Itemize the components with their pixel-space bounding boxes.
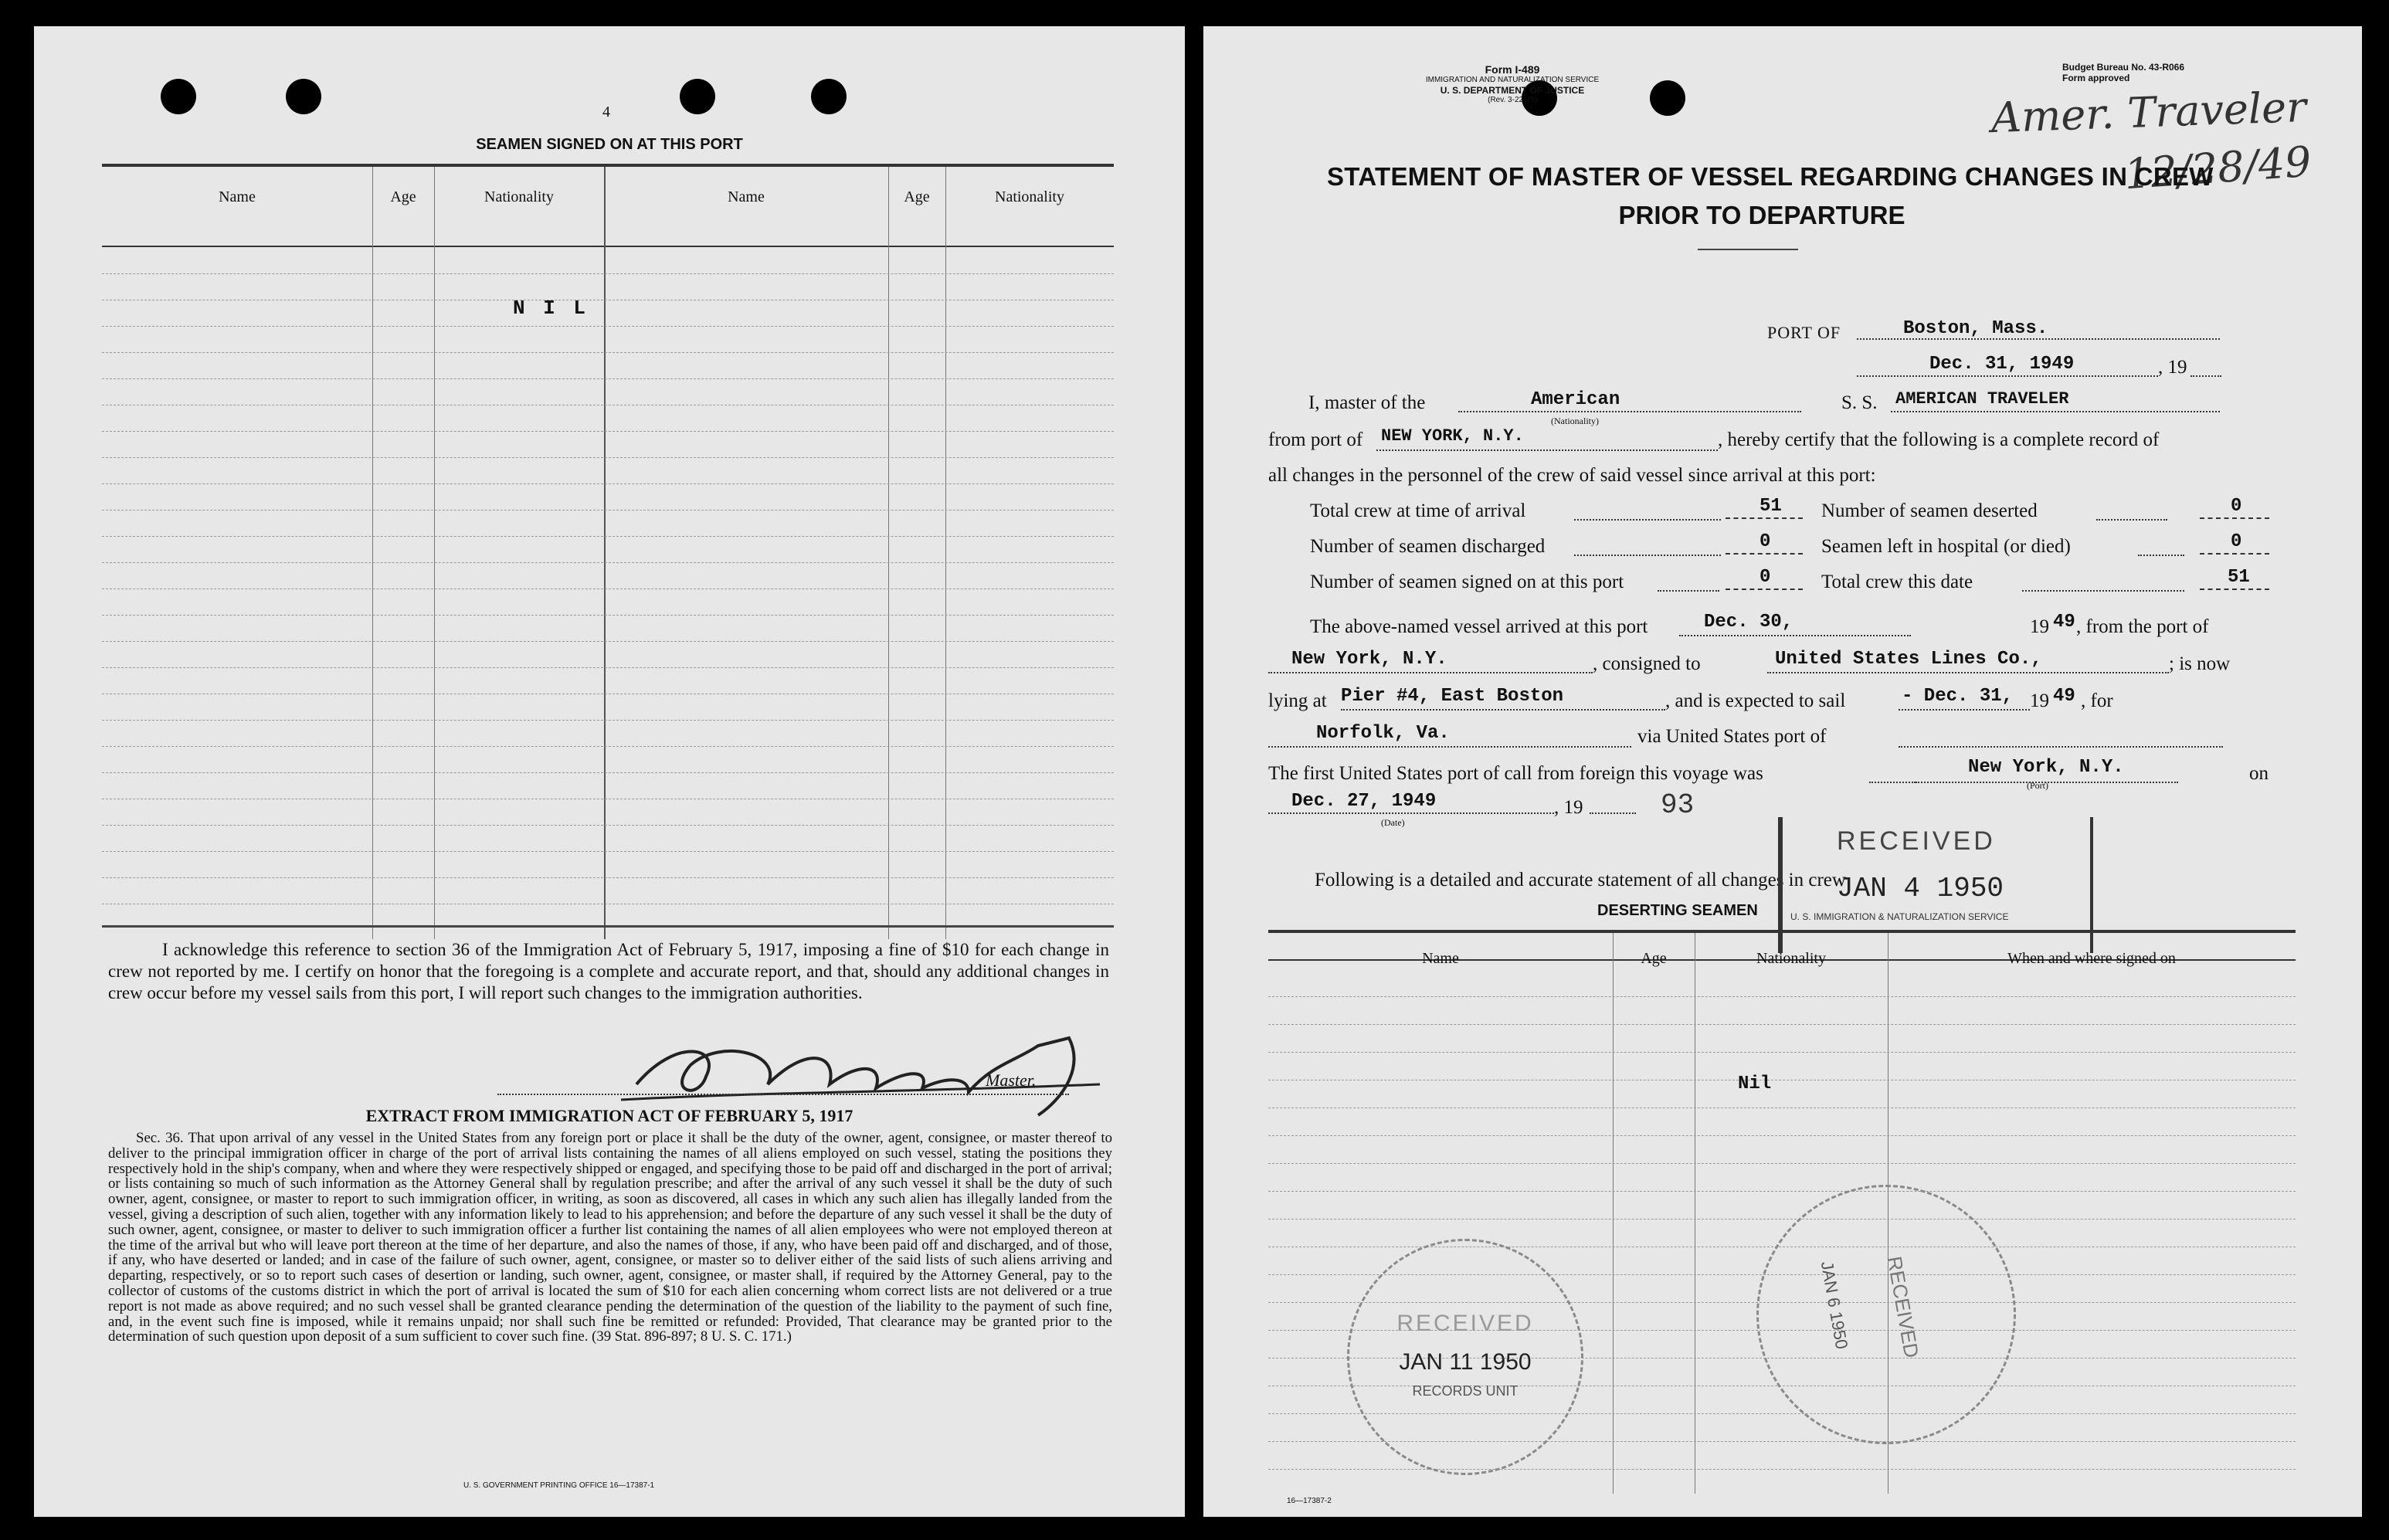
nationality-caption: (Nationality) [1551, 416, 1599, 426]
records-stamp-unit: RECORDS UNIT [1412, 1383, 1519, 1399]
signature-label: Master. [986, 1070, 1037, 1090]
discharged-value: 0 [1760, 531, 1771, 552]
received-stamp [1778, 817, 2093, 953]
row-rule [102, 851, 1114, 852]
sail-date: - Dec. 31, [1902, 686, 2014, 707]
column-header: Age [390, 188, 416, 205]
column-header: When and where signed on [2007, 950, 2176, 967]
column-divider [1613, 933, 1614, 1494]
row-rule [102, 772, 1114, 773]
circular-stamp-title: RECEIVED [1882, 1254, 1924, 1360]
from-port-label: from port of [1268, 429, 1363, 450]
row-rule [102, 326, 1114, 327]
row-rule [102, 641, 1114, 642]
circular-received-stamp [1756, 1185, 2016, 1444]
records-unit-stamp [1347, 1239, 1583, 1475]
acknowledgement-text: I acknowledge this reference to section 36 of the Immigration Act of February 5, 1917, imposing a fine of $10 for each change in crew not reported by me. I certify on honor that the foregoing is a complete and accurate report, and that, should any additional changes in crew occur before my vessel sails from this port, I will report such changes to the immigration authorities. [108, 940, 1109, 1002]
records-stamp-title: RECEIVED [1396, 1311, 1534, 1336]
statement-date: Dec. 31, 1949 [1929, 354, 2075, 375]
total-arrival-label: Total crew at time of arrival [1310, 500, 1526, 521]
via-label: via United States port of [1637, 726, 1827, 747]
first-year-label: , 19 [1554, 797, 1583, 818]
lying-at-label: lying at [1268, 690, 1327, 711]
column-header: Age [904, 188, 930, 205]
value-underline [1726, 589, 1803, 590]
nil-entry: Nil [1738, 1074, 1772, 1094]
hospital-label: Seamen left in hospital (or died) [1821, 536, 2071, 557]
arrived-date: Dec. 30, [1704, 612, 1793, 633]
arrived-underline [1679, 635, 1911, 636]
leader-dots [1658, 590, 1719, 592]
year-suffix: , 19 [2158, 357, 2187, 378]
port-value: Boston, Mass. [1903, 318, 2048, 339]
total-date-value: 51 [2228, 567, 2250, 588]
discharged-label: Number of seamen discharged [1310, 536, 1546, 557]
column-header: Nationality [995, 188, 1064, 205]
master-label: I, master of the [1308, 392, 1426, 413]
row-rule [1268, 1024, 2296, 1025]
column-divider [434, 167, 435, 939]
date-underline [1857, 375, 2158, 377]
row-rule [1268, 996, 2296, 997]
following-label: Following is a detailed and accurate statement of all changes in crew [1315, 870, 1846, 890]
ss-label: S. S. [1841, 392, 1878, 413]
leader-dots [2138, 555, 2184, 556]
row-rule [102, 378, 1114, 379]
punch-hole [680, 79, 715, 114]
sail-date-underline [1899, 709, 2030, 711]
leader-dots [2096, 519, 2167, 521]
budget-bureau-number: Budget Bureau No. 43-R066 [2062, 62, 2185, 73]
destination-underline [1268, 746, 1631, 748]
column-divider [604, 167, 606, 939]
value-underline [2200, 553, 2269, 555]
signed-on-value: 0 [1760, 567, 1771, 588]
handwritten-vessel-note: Amer. Traveler [1990, 82, 2307, 143]
value-underline [2200, 517, 2269, 519]
leader-dots [1574, 519, 1721, 521]
on-label: on [2249, 763, 2269, 784]
handwritten-date: 12/28/49 [2123, 137, 2313, 199]
row-rule [1268, 1163, 2296, 1164]
table-bottom-rule [102, 925, 1114, 928]
first-port-label: The first United States port of call from foreign this voyage was [1268, 763, 1763, 784]
page-number: 4 [602, 103, 610, 120]
nil-entry: N I L [513, 297, 589, 320]
is-now-label: ; is now [2169, 653, 2231, 674]
value-underline [1726, 553, 1803, 555]
arrived-year: 49 [2053, 612, 2075, 633]
row-rule [102, 615, 1114, 616]
row-rule [1268, 1469, 2296, 1470]
row-rule [102, 352, 1114, 353]
extract-title: EXTRACT FROM IMMIGRATION ACT OF FEBRUARY 5, 1917 [365, 1106, 853, 1125]
consignee: United States Lines Co., [1775, 649, 2042, 670]
column-header: Age [1641, 950, 1667, 967]
consigned-label: , consigned to [1593, 653, 1701, 674]
title-underline [1698, 249, 1798, 250]
leader-dots [2022, 590, 2184, 592]
row-rule [102, 483, 1114, 484]
row-rule [102, 877, 1114, 878]
received-stamp-title: RECEIVED [1837, 826, 1996, 856]
row-rule [1268, 1135, 2296, 1136]
printer-imprint: U. S. GOVERNMENT PRINTING OFFICE 16—17387-1 [463, 1481, 655, 1490]
first-year-underline [1590, 812, 1636, 814]
via-underline [1899, 746, 2223, 748]
row-rule [102, 746, 1114, 747]
column-header: Name [1422, 950, 1459, 967]
deserted-label: Number of seamen deserted [1821, 500, 2038, 521]
row-rule [102, 825, 1114, 826]
column-divider [372, 167, 373, 939]
expected-label: , and is expected to sail [1665, 690, 1846, 711]
column-header: Name [728, 188, 765, 205]
certify-text: , hereby certify that the following is a complete record of [1718, 429, 2160, 450]
deserting-seamen-title: DESERTING SEAMEN [1597, 902, 1758, 919]
port-caption: (Port) [2027, 780, 2048, 791]
row-rule [102, 431, 1114, 432]
form-approved: Form approved [2062, 73, 2130, 83]
punch-hole [286, 79, 321, 114]
form-title-line-1: STATEMENT OF MASTER OF VESSEL REGARDING CHANGES IN CREW [1327, 162, 2214, 191]
lying-at-value: Pier #4, East Boston [1341, 686, 1564, 707]
section-title: SEAMEN SIGNED ON AT THIS PORT [476, 136, 743, 153]
value-underline [2200, 589, 2269, 590]
form-footer-number: 16—17387-2 [1287, 1497, 1332, 1505]
from-port-underline [1376, 449, 1718, 451]
revision-date: (Rev. 3-22-45) [1488, 96, 1537, 104]
column-header: Nationality [484, 188, 554, 205]
value-underline [1726, 517, 1803, 519]
punch-hole [811, 79, 847, 114]
nationality-value: American [1531, 389, 1620, 410]
signed-on-label: Number of seamen signed on at this port [1310, 572, 1624, 592]
arrived-label: The above-named vessel arrived at this port [1310, 616, 1648, 637]
column-divider [945, 167, 946, 939]
sail-year: 49 [2053, 686, 2075, 707]
row-rule [102, 457, 1114, 458]
row-rule [102, 720, 1114, 721]
row-rule [102, 562, 1114, 563]
form-number: Form I-489 [1485, 63, 1540, 76]
hospital-value: 0 [2231, 531, 2242, 552]
row-rule [102, 667, 1114, 668]
row-rule [102, 273, 1114, 274]
table-top-rule [102, 164, 1114, 167]
date-caption: (Date) [1381, 817, 1405, 828]
received-stamp-agency: U. S. IMMIGRATION & NATURALIZATION SERVICE [1790, 911, 2009, 922]
first-port-underline [1869, 782, 1916, 783]
column-header: Name [219, 188, 256, 205]
signature-line [497, 1094, 1069, 1095]
arrived-year-label: 19 [2030, 616, 2049, 637]
handwritten-mark: 93 [1661, 789, 1695, 821]
table-header-rule [102, 246, 1114, 247]
form-title-line-2: PRIOR TO DEPARTURE [1618, 201, 1905, 229]
first-call-date: Dec. 27, 1949 [1291, 791, 1437, 812]
nationality-underline [1458, 411, 1801, 412]
row-rule [102, 536, 1114, 537]
port-of-label: PORT OF [1767, 323, 1841, 342]
leader-dots [1574, 555, 1721, 556]
agency-name: IMMIGRATION AND NATURALIZATION SERVICE [1425, 76, 1600, 84]
right-page [1203, 26, 2362, 1517]
from-port-of-label: , from the port of [2076, 616, 2209, 637]
destination: Norfolk, Va. [1316, 723, 1450, 744]
vessel-underline [1891, 411, 2220, 412]
year-underline [2190, 375, 2221, 377]
origin-underline [1268, 672, 1593, 673]
records-stamp-date: JAN 11 1950 [1399, 1349, 1532, 1375]
first-call-date-underline [1268, 812, 1554, 814]
row-rule [1268, 1052, 2296, 1053]
deserted-value: 0 [2231, 496, 2242, 517]
lying-at-underline [1341, 709, 1665, 711]
sail-year-label: 19 [2030, 690, 2049, 711]
from-port-value: NEW YORK, N.Y. [1381, 426, 1524, 446]
received-stamp-date: JAN 4 1950 [1837, 873, 2004, 904]
department-name: U. S. DEPARTMENT OF JUSTICE [1440, 85, 1585, 96]
vessel-name: AMERICAN TRAVELER [1895, 389, 2069, 409]
extract-text: Sec. 36. That upon arrival of any vessel in the United States from any foreign port or place it shall be the duty of the owner, agent, consignee, or master thereof to deliver to the principal immigration officer in charge of the port of arrival lists containing the names of all aliens employed on such vessel, stating the positions they respectively hold in the ship's company, when and where they were respectively shipped or engaged, and specifying those to be paid off and discharged in the port of arrival; or lists containing so much of such information as the Attorney General shall by regulation prescribe; and after the arrival of any such vessel it shall be the duty of such owner, agent, consignee, or master to report to such immigration officer, in writing, as soon as discovered, all cases in which any such alien has illegally landed from the vessel, giving a description of such alien, together with any information likely to lead to his apprehension; and before the departure of any such vessel it shall be the duty of such owner, agent, consignee, or master to deliver to such immigration officer a further list containing the names of all alien employees who were not employed thereon at the time of the arrival but who will leave port thereon at the time of her departure, and also the names of those, if any, who have been paid off and discharged, and of those, if any, who have deserted or landed; and in case of the failure of such owner, agent, consignee, or master so to deliver either of the said lists of such aliens arriving and departing, respectively, or so to report such cases of desertion or landing, such owner, agent, consignee, or master shall, if required by the Attorney General, pay to the collector of customs of the customs district in which the port of arrival is located the sum of $10 for each alien concerning whom correct lists are not delivered or a true report is not made as above required; and no such vessel shall be granted clearance pending the determination of the question of the liability to the payment of such fine, and, in the event such fine is imposed, while it remains unpaid; nor shall such fine be remitted or refunded: Provided, That clearance may be granted prior to the determination of such question upon deposit of a sum sufficient to cover such fine. (39 Stat. 896-897; 8 U. S. C. 171.) [108, 1130, 1112, 1345]
column-divider [888, 167, 889, 939]
certify-text-2: all changes in the personnel of the crew of said vessel since arrival at this port: [1268, 465, 1876, 486]
port-underline [1857, 338, 2220, 340]
left-page [34, 26, 1185, 1517]
total-arrival-value: 51 [1760, 496, 1782, 517]
first-port-value: New York, N.Y. [1968, 757, 2124, 778]
circular-stamp-date: JAN 6 1950 [1817, 1260, 1852, 1351]
for-label: , for [2081, 690, 2113, 711]
total-date-label: Total crew this date [1821, 572, 1973, 592]
column-header: Nationality [1756, 950, 1826, 967]
punch-hole [161, 79, 196, 114]
row-rule [102, 510, 1114, 511]
row-rule [1268, 1191, 2296, 1192]
origin-port: New York, N.Y. [1291, 649, 1447, 670]
consignee-underline [1767, 672, 2169, 673]
